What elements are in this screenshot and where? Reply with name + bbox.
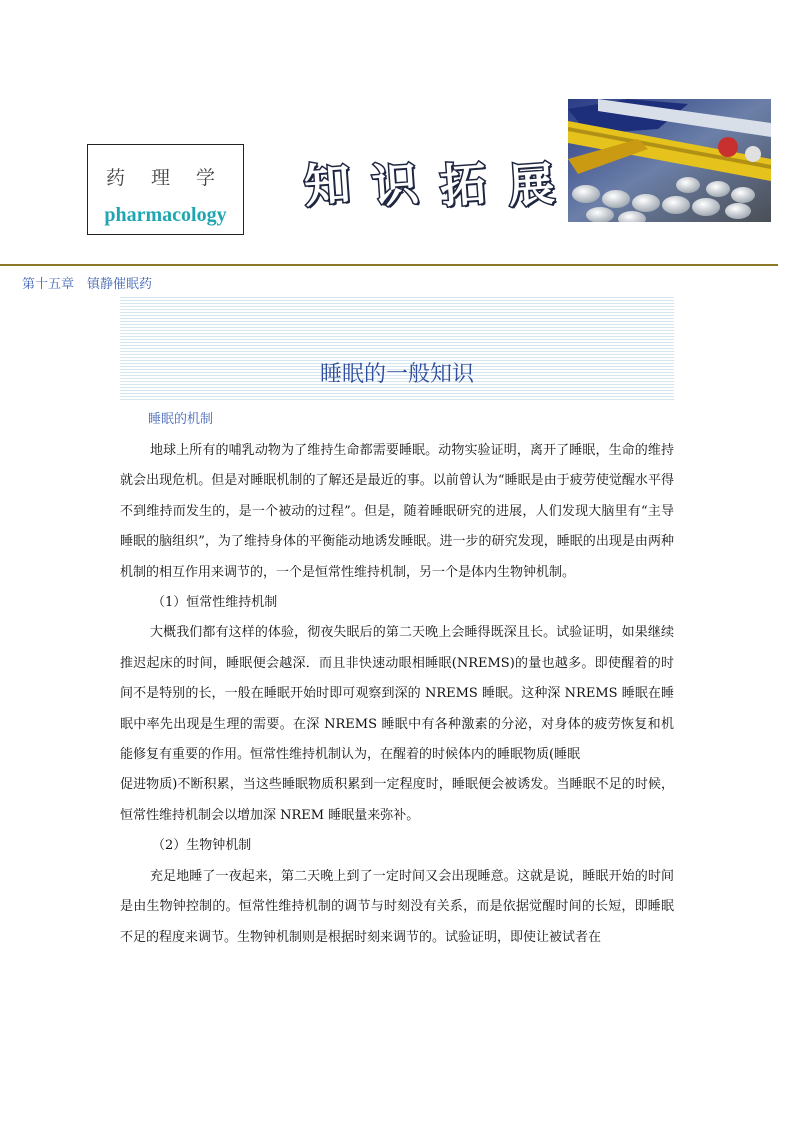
subject-en: pharmacology bbox=[104, 204, 227, 226]
banner-char-2: 识 bbox=[370, 156, 421, 214]
header-rule bbox=[0, 264, 778, 266]
banner-char-3: 拓 bbox=[438, 156, 489, 214]
section-heading: 睡眠的机制 bbox=[148, 412, 214, 427]
banner-char-4: 展 bbox=[506, 156, 557, 214]
subject-cn: 药 理 学 bbox=[105, 167, 226, 189]
subject-box bbox=[87, 144, 244, 235]
subheading-biological-clock: （2）生物钟机制 bbox=[152, 838, 252, 854]
knowledge-banner bbox=[302, 150, 557, 214]
banner-char-1: 知 bbox=[302, 156, 353, 214]
article-body bbox=[120, 436, 674, 953]
pills-photo bbox=[568, 99, 771, 222]
paragraph-2: 大概我们都有这样的体验，彻夜失眠后的第二天晚上会睡得既深且长。试验证明，如果继续推迟起床的时间，睡眠便会越深．而且非快速动眼相睡眠(NREMS)的量也越多。即使醒着的时间不是特别的长，一般在睡眠开始时即可观察到深的 NREMS 睡眠。这种深 NREMS 睡眠在睡眠中率先出现是生理的需要。在深 NREMS 睡眠中有各种激素的分泌，对身体的疲劳恢复和机能修复有重要的作用。恒常性维持机制认为，在醒着的时候体内的睡眠物质(睡眠 bbox=[120, 625, 674, 763]
paragraph-1: 地球上所有的哺乳动物为了维持生命都需要睡眠。动物实验证明，离开了睡眠，生命的维持就会出现危机。但是对睡眠机制的了解还是最近的事。以前曾认为“睡眠是由于疲劳使觉醒水平得不到维持而发生的，是一个被动的过程”。但是，随着睡眠研究的进展，人们发现大脑里有“主导睡眠的脑组织”，为了维持身体的平衡能动地诱发睡眠。进一步的研究发现，睡眠的出现是由两种机制的相互作用来调节的，一个是恒常性维持机制，另一个是体内生物钟机制。 bbox=[120, 443, 674, 580]
subheading-homeostatic: （1）恒常性维持机制 bbox=[152, 595, 278, 611]
paragraph-3: 充足地睡了一夜起来，第二天晚上到了一定时间又会出现睡意。这就是说，睡眠开始的时间是由生物钟控制的。恒常性维持机制的调节与时刻没有关系，而是依据觉醒时间的长短，即睡眠不足的程度来调节。生物钟机制则是根据时刻来调节的。试验证明，即使让被试者在 bbox=[120, 868, 674, 945]
paragraph-2-continued: 促进物质)不断积累，当这些睡眠物质积累到一定程度时，睡眠便会被诱发。当睡眠不足的时候，恒常性维持机制会以增加深 NREM 睡眠量来弥补。 bbox=[120, 777, 674, 823]
article-title: 睡眠的一般知识 bbox=[319, 362, 474, 387]
chapter-label: 第十五章 镇静催眠药 bbox=[22, 277, 153, 292]
